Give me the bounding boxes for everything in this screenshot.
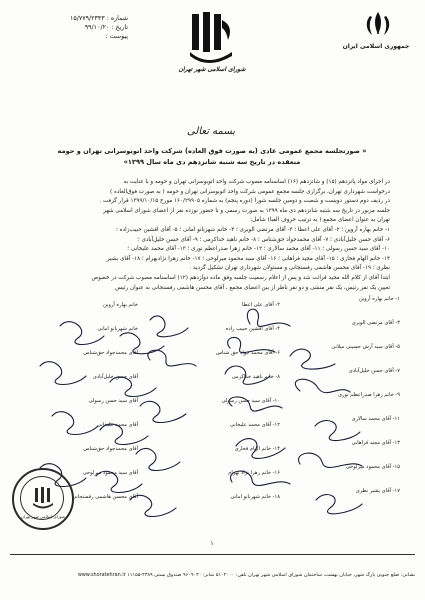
signatory-name: ۱۱- آقای محمد سالاری — [351, 416, 400, 422]
meta-date-label: تاریخ — [115, 24, 128, 31]
tehran-council-logo-icon — [186, 10, 236, 66]
body-line: ۱۰- آقای سید حسن رسولی ؛ ۱۱- آقای محمد سالاری ؛ ۱۲- خانم زهرا صدراعظم نوری ؛ ۱۳- آقای محمد علیخانی ؛ — [127, 246, 390, 253]
body-line: درخواست شهرداری تهران، برگزاری جلسه مجمع عمومی شرکت واحد اتوبوسرانی تهران و حومه ( به صورت فوق‌العاده ) — [110, 188, 390, 195]
title-line-2: منعقده در تاریخ سه شنبه شانزدهم دی ماه سال ۱۳۹۹» — [123, 158, 301, 166]
signatory-name: ۸- خانم ناهید خداکرمی — [231, 374, 280, 380]
signatory-name: آقای محمد علیخانی — [96, 422, 138, 428]
signatory-name: ۱۵- آقای محمود میرلوحی — [345, 464, 400, 470]
body-line: تعیین یک نفر رئیس، یک نفر منشی و دو نفر ناظر از بین اعضای مجمع ، آقای محسن هاشمی رفسنجانی به عنوان رئیس — [115, 284, 390, 291]
footer-address: نشانی: ضلع جنوبی پارک شهر، خیابان بهشت، ساختمان شورای اسلامی شهر تهران تلفن: ۵۱۰۲۰۰۰ نمابر: ۹۶۰۹۰۳۰ صندوق پستی ۴۳۸۹-۱۱۱۵۵ www.shoratehran.ir — [77, 572, 415, 578]
signatory-name: ۵- آقای سید آرش حسینی میلانی — [331, 344, 400, 350]
meta-attach-row: پیوست : — [105, 33, 128, 40]
body-line: در ردیف دوم دستور دویست و شصت و دومین جلسه شورا (دوره پنجم) به شماره ۱۶۰/۲۹۹۰۵ مورخ ۱۳۹۹/۱۰/۱۵ قرار گرفت . — [99, 198, 390, 205]
iran-emblem-icon — [360, 10, 396, 40]
letter-meta — [18, 14, 128, 41]
body-line: نظری ؛ ۱۹- آقای محسن هاشمی رفسنجانی و مسئولان شهرداری تهران تشکیل گردید . — [189, 265, 390, 272]
body-line: جلسه مزبور در تاریخ سه شنبه شانزدهم دی ماه ۱۳۹۹ به صورت رسمی و با حضور نوزده نفر از اعضای شورای اسلامی شهر — [103, 207, 390, 214]
signatory-name: ۴- آقای افشین حبیب زاده — [225, 326, 280, 332]
signatures-block — [0, 296, 425, 526]
body-line: ۶- آقای حسن خلیل‌آبادی ؛ ۷- آقای محمدجواد حق‌شناس ؛ ۸- خانم ناهید خداکرمی ؛ ۹- آقای حسن خلیل‌آبادی ؛ — [137, 236, 390, 243]
meta-date-value: ۹۹/۱۰/۲۰ — [84, 24, 110, 31]
signatory-name: ۳- آقای مرتضی الویری — [351, 320, 400, 326]
meta-number-label: شماره — [110, 15, 128, 22]
letterhead-council-name: شورای اسلامی شهر تهران — [178, 66, 246, 73]
signatory-name: ۱۴- خانم الهام فخاری — [234, 446, 280, 452]
signatory-name: آقای سید حسن رسولی — [88, 398, 138, 404]
body-line: تهران به عنوان اعضای مجمع ( به ترتیب حروف الفبا) شامل: — [250, 217, 390, 224]
signatory-name: ۹- خانم زهرا صدراعظم نوری — [338, 392, 400, 398]
signatory-name: ۱- خانم بهاره آروین — [358, 296, 400, 302]
document-body — [28, 178, 390, 293]
page-number: ۱ — [210, 540, 214, 547]
document-title — [52, 146, 372, 168]
meta-attach-label: پیوست — [109, 33, 128, 40]
body-line: ۱۴- خانم الهام فخاری ؛ ۱۵- آقای مجید فراهانی ؛ ۱۶- آقای سید محمود میرلوحی ؛ ۱۷- خانم زهرا نژادبهرام ؛ ۱۸- آقای بشیر — [106, 255, 390, 262]
council-stamp — [12, 468, 74, 530]
meta-number-value: ۱۵/۷۷۹/۲۳۴۳ — [70, 15, 105, 22]
meta-number-row: شماره : ۱۵/۷۷۹/۲۳۴۳ — [70, 15, 128, 22]
signatory-name: آقای محسن هاشمی رفسنجانی — [72, 494, 138, 500]
signatory-name: ۱۶- خانم زهرا نژاد بهرام — [228, 470, 280, 476]
stamp-text: شورای اسلامی شهر تهران — [20, 514, 66, 519]
body-line: ۱- خانم بهاره آروین ؛ ۲- آقای علی اعطا ؛ ۳- آقای مرتضی الویری ؛ ۴- خانم شهربانو امانی ؛ ۵- آقای افشین حبیب‌زاده ؛ — [116, 226, 390, 233]
handwritten-basmala: بسمه تعالی — [186, 126, 236, 137]
title-line-1: « صورتجلسه مجمع عمومی عادی (به صورت فوق العاده) شرکت واحد اتوبوسرانی تهران و حومه — [57, 147, 367, 155]
footer-rule — [10, 554, 415, 555]
signatory-name: ۱۲- آقای محمد علیخانی — [230, 422, 280, 428]
signatory-name: ۱۷- آقای بشیر نظری — [355, 488, 400, 494]
signatory-name: خانم بهاره آروین — [103, 302, 138, 308]
signatory-name: ۱۸- خانم شهربانو امانی — [230, 494, 280, 500]
stamp-logo-icon — [32, 486, 54, 510]
signatory-name: آقای سید محمود میرلوحی — [82, 470, 138, 476]
body-line: در اجرای مواد پانزدهم (۱۵) و شانزدهم (۱۶) اساسنامه مصوب شرکت واحد اتوبوسرانی تهران و حومه و با عنایت به — [123, 179, 390, 185]
signatory-name: ۱۰- آقای سید حسن رسولی — [221, 398, 280, 404]
signatory-name: ۶- آقای محمد جواد حق شناس — [215, 350, 280, 356]
signatory-name: آقای محمدجواد حق‌شناس — [83, 446, 138, 452]
signatory-name: خانم شهربانو امانی — [97, 326, 138, 332]
signatory-name: آقای محمدجواد حق‌شناس — [83, 350, 138, 356]
letterhead-country: جمهوری اسلامی ایران — [342, 43, 410, 50]
signatory-name: ۱۳- آقای مجید فراهانی — [351, 440, 400, 446]
meta-date-row: تاریخ : ۹۹/۱۰/۲۰ — [84, 24, 128, 31]
body-line: ابتدا آقای از کلام الله مجید قرائت شد و پس از اعلام رسمیت جلسه وفق ماده دوازدهم (۱۲) اساسنامه مصوب شرکت در خصوص — [91, 274, 390, 281]
signatory-name: ۲- آقای علی اعطا — [242, 302, 280, 308]
signatory-name: ۷- آقای حسن خلیل‌آبادی — [348, 368, 400, 374]
signatory-name: آقای حسن خلیل‌آبادی — [92, 374, 138, 380]
